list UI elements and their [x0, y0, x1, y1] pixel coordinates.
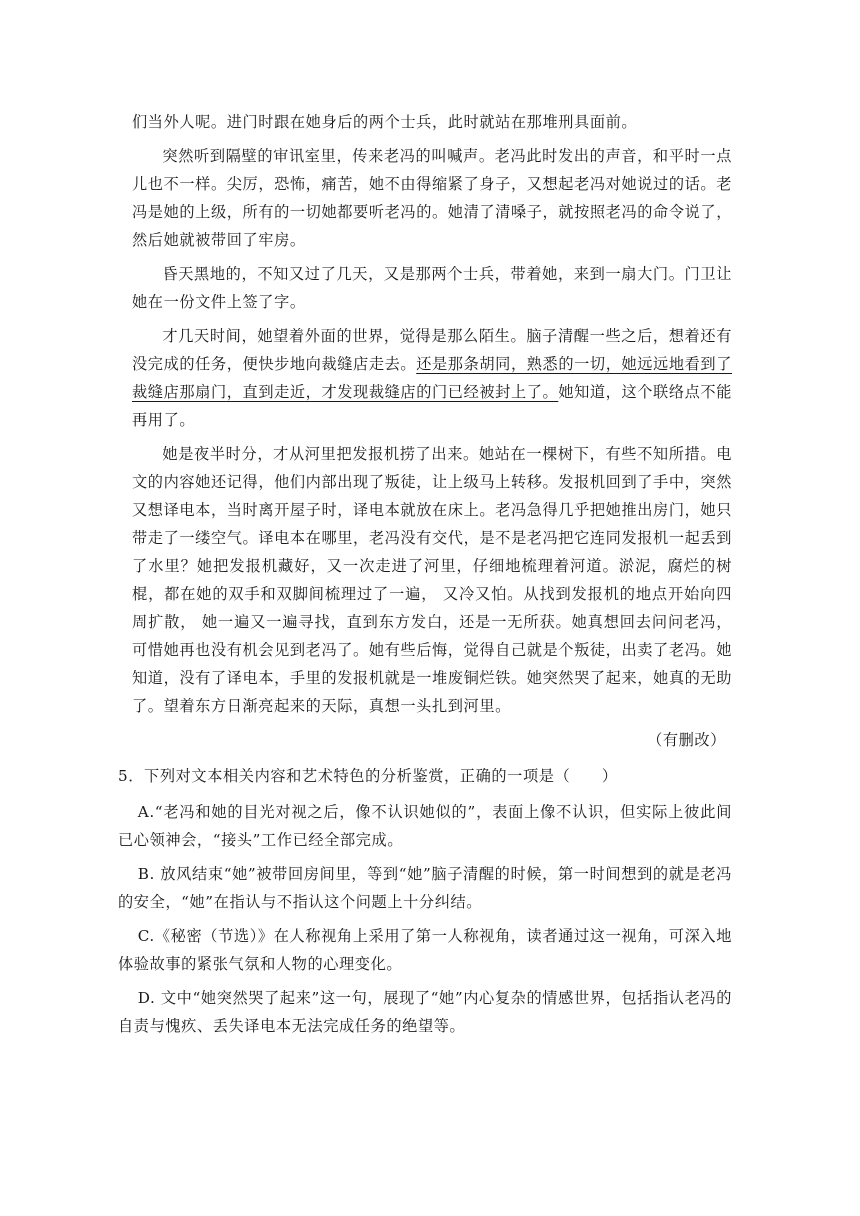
- option-b: B. 放风结束“她”被带回房间里，等到“她”脑子清醒的时候，第一时间想到的就是老冯的安全，“她”在指认与不指认这个问题上十分纠结。: [118, 865, 732, 911]
- source-note: （有删改）: [647, 731, 726, 749]
- option-c: C.《秘密（节选）》在人称视角上采用了第一人称视角，读者通过这一视角，可深入地体验故事的紧张气氛和人物的心理变化。: [118, 927, 732, 973]
- story-paragraph-0: 们当外人呢。进门时跟在她身后的两个士兵，此时就站在那堆刑具面前。: [132, 113, 638, 131]
- story-paragraph-3-text-a: 才几天时间，她望着外面的世界，觉得是那么陌生。脑子清醒一些之后，想着还有没完成的任务，便快步地向裁缝店走去。: [132, 327, 732, 373]
- story-paragraph-1: 突然听到隔壁的审讯室里，传来老冯的叫喊声。老冯此时发出的声音，和平时一点儿也不一样。尖厉，恐怖，痛苦，她不由得缩紧了身子，又想起老冯对她说过的话。老冯是她的上级，所有的一切她都要听老冯的。她清了清嗓子，就按照老冯的命令说了，然后她就被带回了牢房。: [132, 147, 732, 249]
- story-paragraph-3-text-b: 她知道，这个联络点不能再用了。: [132, 383, 732, 429]
- question-stem: 5．下列对文本相关内容和艺术特色的分析鉴赏，正确的一项是（ ）: [118, 767, 618, 785]
- document-page: [118, 108, 733, 1046]
- option-a: A.“老冯和她的目光对视之后，像不认识她似的”，表面上像不认识，但实际上彼此间已心领神会，“接头”工作已经全部完成。: [118, 803, 732, 849]
- option-d: D. 文中“她突然哭了起来”这一句，展现了“她”内心复杂的情感世界，包括指认老冯的自责与愧疚、丢失译电本无法完成任务的绝望等。: [118, 989, 732, 1035]
- story-paragraph-3: [132, 322, 732, 434]
- underlined-sentence: 还是那条胡同，熟悉的一切，她远远地看到了裁缝店那扇门，直到走近，才发现裁缝店的门已经被封上了。: [132, 355, 733, 401]
- story-paragraph-2: 昏天黑地的，不知又过了几天，又是那两个士兵，带着她，来到一扇大门。门卫让她在一份文件上签了字。: [132, 265, 732, 311]
- story-paragraph-4: 她是夜半时分，才从河里把发报机捞了出来。她站在一棵树下，有些不知所措。电文的内容她还记得，他们内部出现了叛徒，让上级马上转移。发报机回到了手中，突然又想译电本，当时离开屋子时，译电本就放在床上。老冯急得几乎把她推出房门，她只带走了一缕空气。译电本在哪里，老冯没有交代，是不是老冯把它连同发报机一起丢到了水里？她把发报机藏好，又一次走进了河里，仔细地梳理着河道。淤泥，腐烂的树棍，都在她的双手和双脚间梳理过了一遍， 又冷又怕。从找到发报机的地点开始向四周扩散， 她一遍又一遍寻找，直到东方发白，还是一无所获。她真想回去问问老冯，可惜她再也没有机会见到老冯了。她有些后悔，觉得自己就是个叛徒，出卖了老冯。她知道，没有了译电本，手里的发报机就是一堆废铜烂铁。她突然哭了起来，她真的无助了。望着东方日渐亮起来的天际，真想一头扎到河里。: [132, 445, 732, 715]
